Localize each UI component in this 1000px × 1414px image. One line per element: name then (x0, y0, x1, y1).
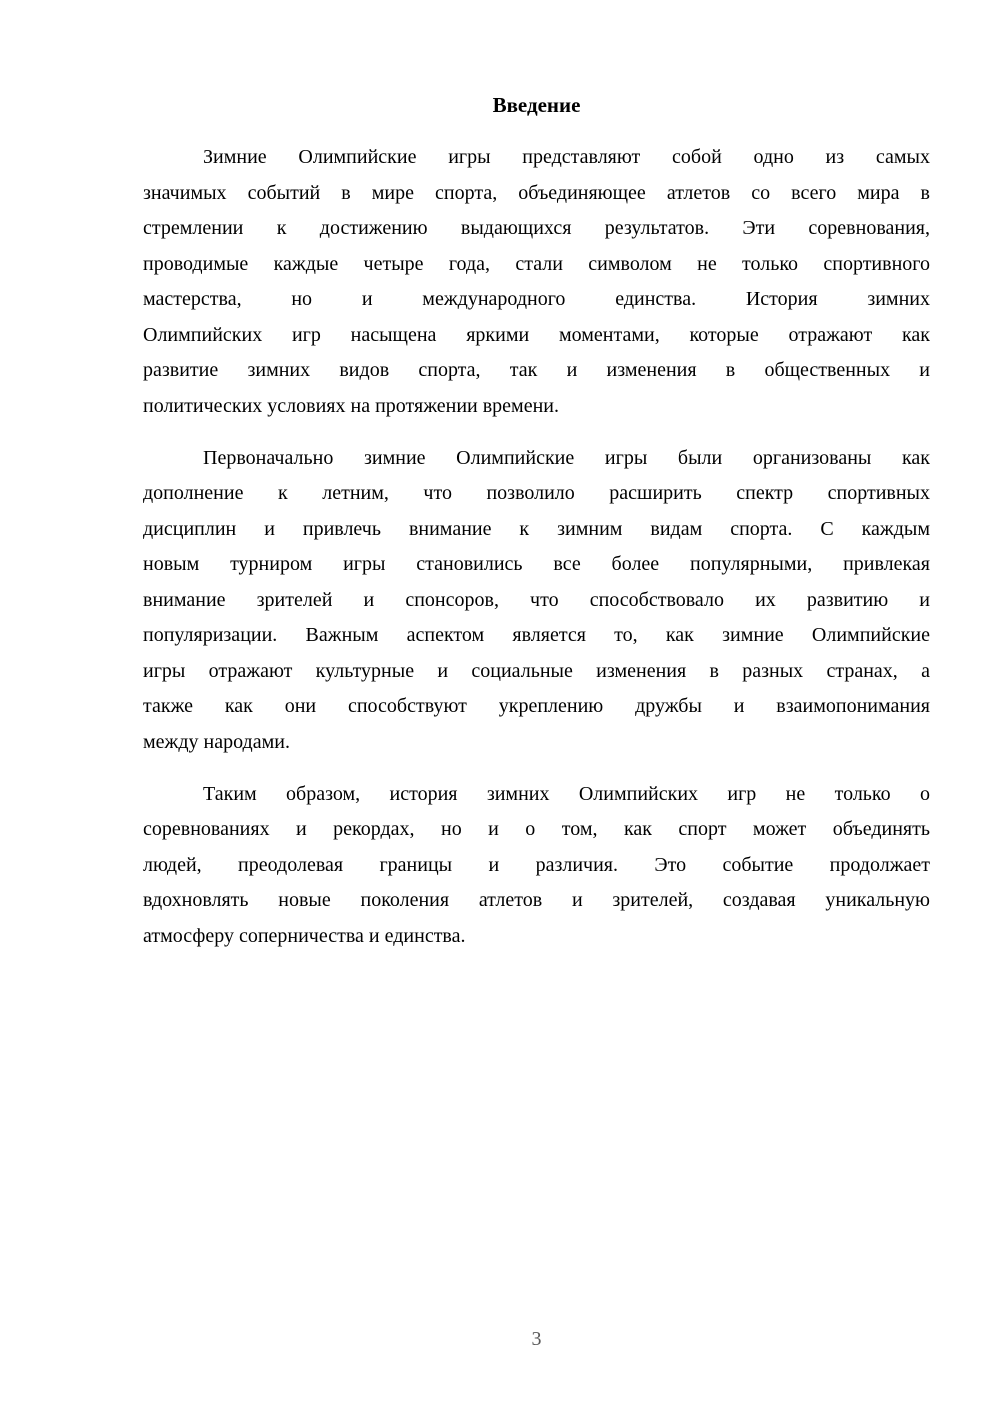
text-line: политических условиях на протяжении времени. (143, 394, 559, 417)
paragraph (143, 441, 930, 761)
text-line: вдохновлять новые поколения атлетов и зрителей, создавая уникальную (143, 889, 930, 911)
page-footer (143, 1324, 930, 1354)
text-line: новым турниром игры становились все более популярными, привлекая (143, 553, 930, 575)
text-line: дисциплин и привлечь внимание к зимним видам спорта. С каждым (143, 517, 930, 540)
text-line: Зимние Олимпийские игры представляют собой одно из самых (203, 146, 930, 168)
text-line: игры отражают культурные и социальные изменения в разных странах, а (143, 659, 930, 682)
text-line: соревнованиях и рекордах, но и о том, как спорт может объединять (143, 818, 930, 840)
paragraph (143, 777, 930, 955)
text-line: Олимпийских игр насыщена яркими моментами, которые отражают как (143, 323, 930, 346)
page-title: Введение (492, 93, 581, 117)
document-body (143, 140, 930, 954)
paragraph (143, 140, 930, 424)
text-line: атмосферу соперничества и единства. (143, 924, 466, 947)
text-line: популяризации. Важным аспектом является то, как зимние Олимпийские (143, 624, 930, 646)
text-line: также как они способствуют укреплению дружбы и взаимопонимания (143, 695, 930, 717)
page-number: 3 (531, 1328, 542, 1350)
text-line: Первоначально зимние Олимпийские игры были организованы как (203, 446, 930, 469)
text-line: проводимые каждые четыре года, стали символом не только спортивного (143, 252, 930, 275)
text-line: Таким образом, история зимних Олимпийских игр не только о (203, 782, 930, 805)
text-line: мастерства, но и международного единства. История зимних (143, 288, 930, 310)
text-line: развитие зимних видов спорта, так и изменения в общественных и (143, 359, 930, 381)
text-line: людей, преодолевая границы и различия. Это событие продолжает (143, 853, 930, 876)
text-line: дополнение к летним, что позволило расширить спектр спортивных (143, 482, 930, 504)
text-line: стремлении к достижению выдающихся результатов. Эти соревнования, (143, 217, 930, 239)
text-line: значимых событий в мире спорта, объединяющее атлетов со всего мира в (143, 181, 930, 204)
document-content (143, 88, 930, 971)
text-line: внимание зрителей и спонсоров, что способствовало их развитию и (143, 588, 930, 611)
text-line: между народами. (143, 730, 290, 753)
